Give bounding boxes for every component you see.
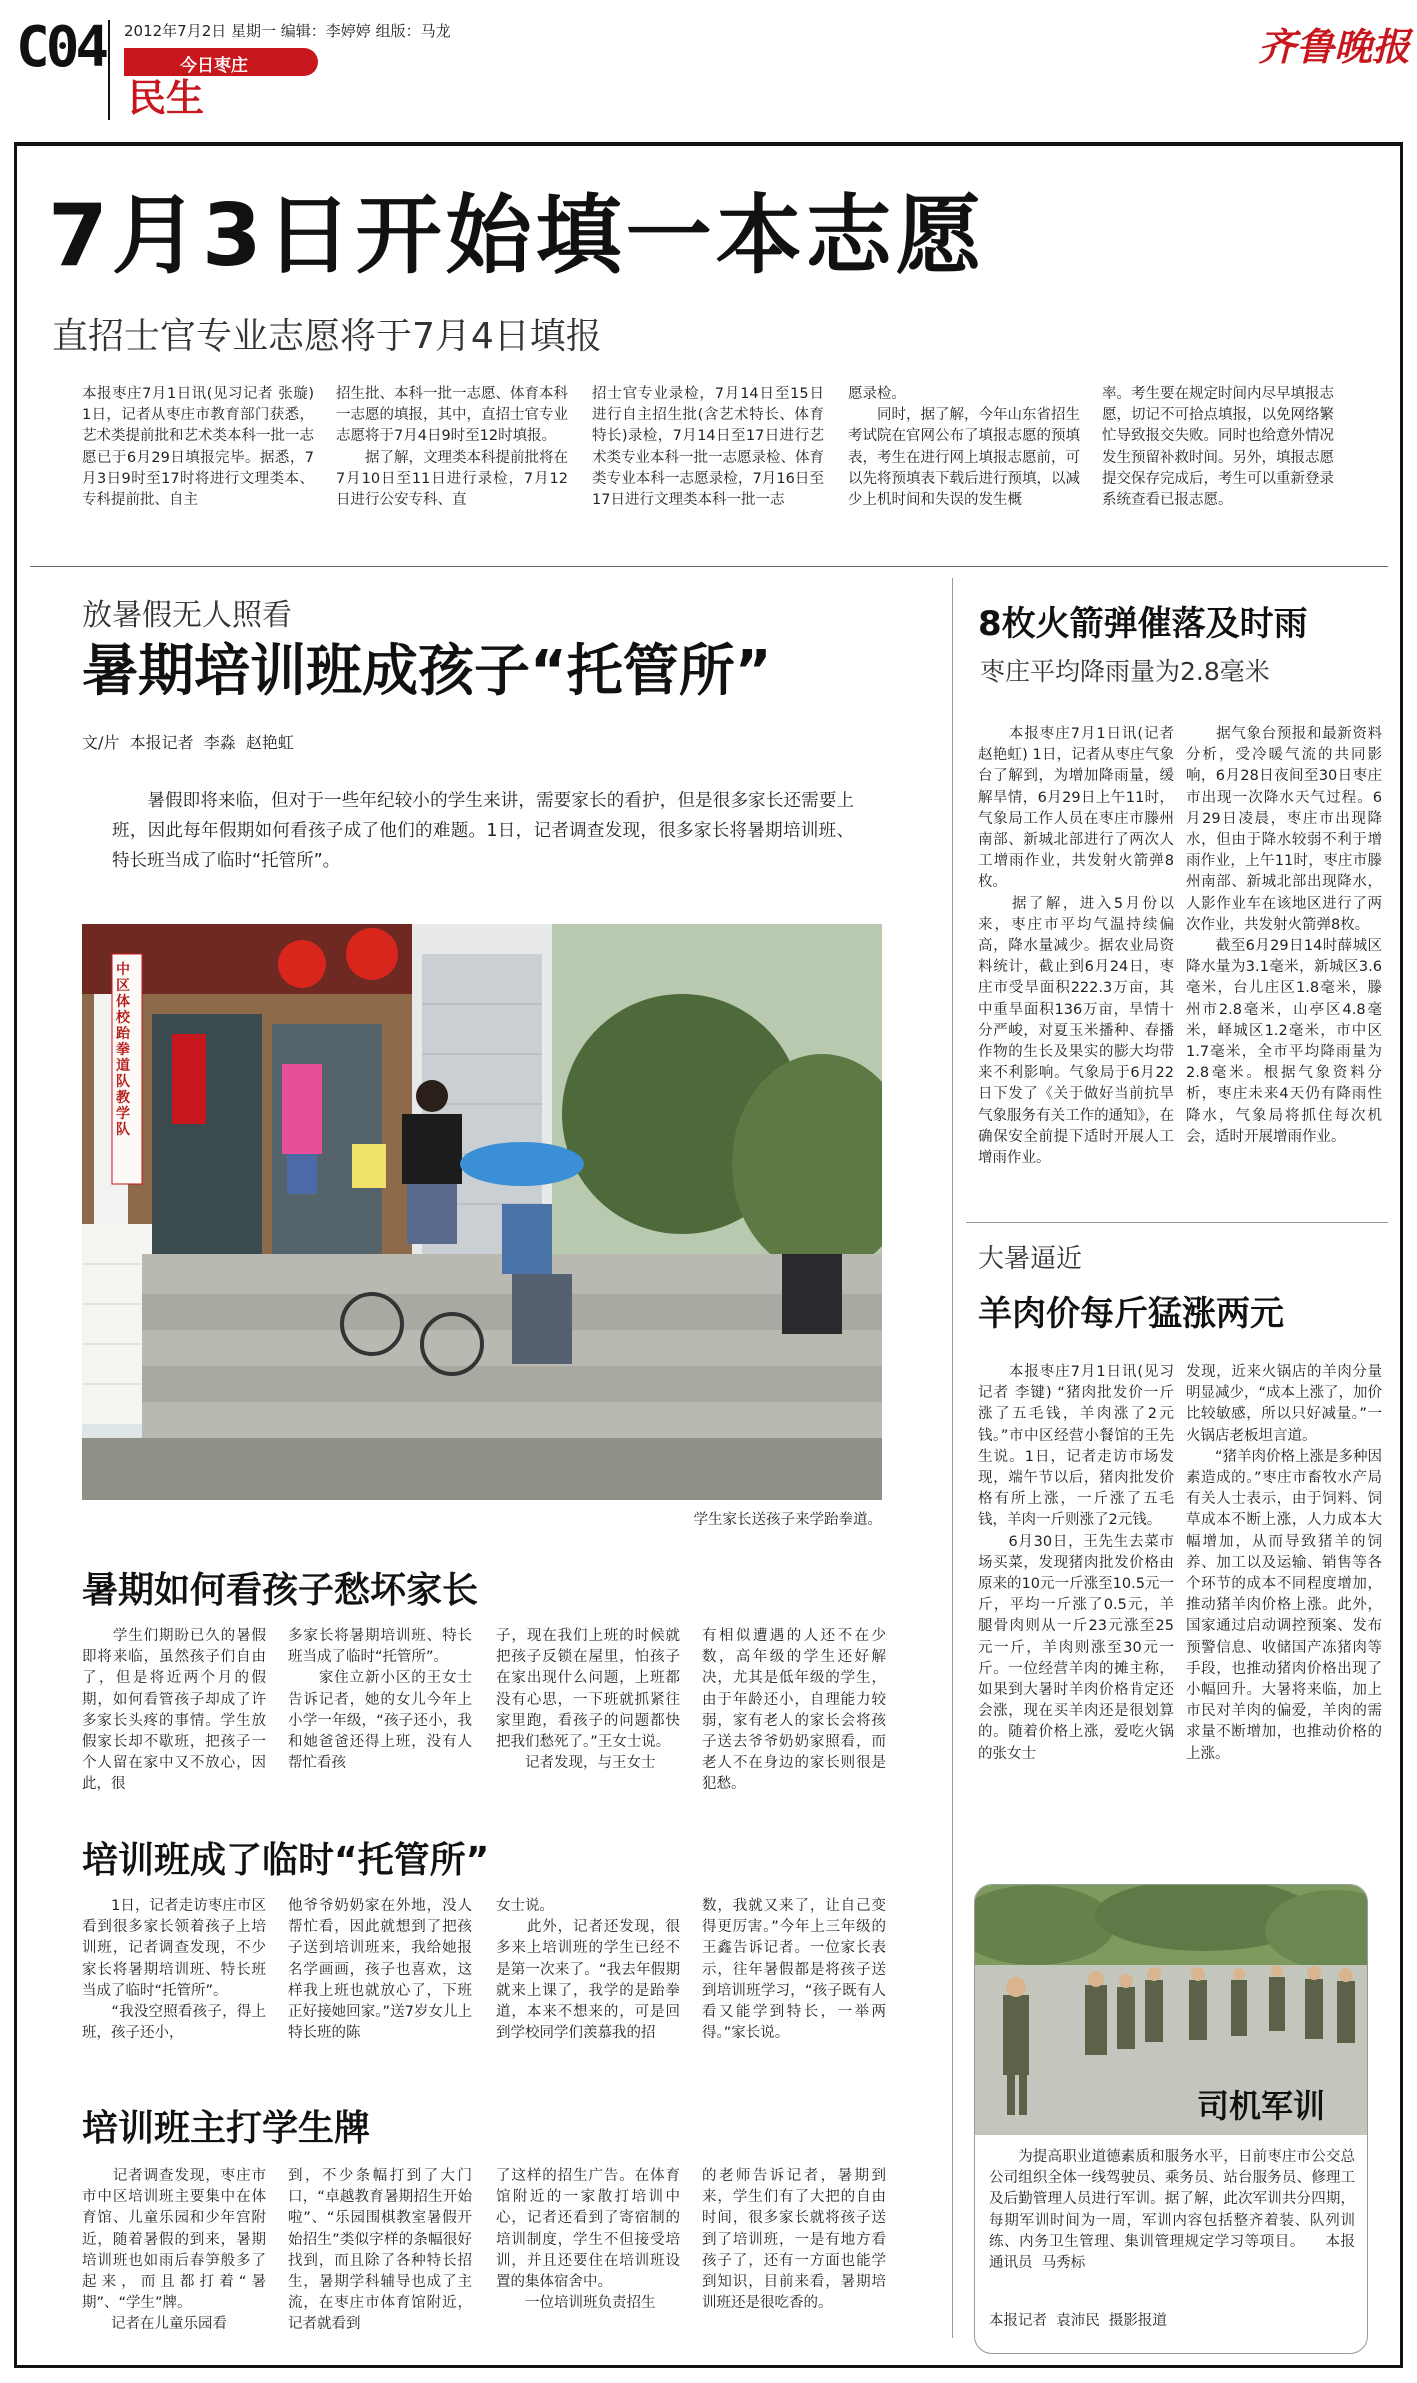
page-number: C04 xyxy=(16,15,106,80)
rocket-subtitle: 枣庄平均降雨量为2.8毫米 xyxy=(980,657,1270,686)
photo-signboard: 中区体校跆拳道队教学队 xyxy=(116,962,130,1138)
lead-title: 7月3日开始填一本志愿 xyxy=(48,186,986,286)
photo-caption: 学生家长送孩子来学跆拳道。 xyxy=(693,1512,882,1528)
sec2-col-1: 1日，记者走访枣庄市区看到很多家长领着孩子上培训班，记者调查发现，不少家长将暑期培训班、特长班当成了临时“托管所”。 “我没空照看孩子，得上班，孩子还小， xyxy=(82,1898,266,2042)
masthead-divider xyxy=(108,20,110,120)
newspaper-logo: 齐鲁晚报 xyxy=(1258,24,1411,69)
training-sec1-heading: 暑期如何看孩子愁坏家长 xyxy=(82,1570,479,1611)
mutton-title: 羊肉价每斤猛涨两元 xyxy=(978,1294,1284,1334)
lead-col-1: 本报枣庄7月1日讯(见习记者 张璇) 1日，记者从枣庄市教育部门获悉，艺术类提前批和艺术类本科一批一志愿已于6月29日填报完毕。据悉，7月3日9时至17时将进行文理类本、专科提前批、自主 xyxy=(82,386,314,509)
section-tab-label: 今日枣庄 xyxy=(180,56,248,76)
sec1-col-1: 学生们期盼已久的暑假即将来临，虽然孩子们自由了，但是将近两个月的假期，如何看管孩子却成了许多家长头疼的事情。学生放假家长却不歇班，把孩子一个人留在家中又不放心，因此，很 xyxy=(82,1628,266,1793)
training-kicker: 放暑假无人照看 xyxy=(82,598,292,633)
sec2-col-3: 女士说。 此外，记者还发现，很多来上培训班的学生已经不是第一次来了。“我去年假期就来上课了，我学的是跆拳道，本来不想来的，可是回到学校同学们羡慕我的招 xyxy=(496,1898,680,2042)
lead-col-4: 愿录检。 同时，据了解，今年山东省招生考试院在官网公布了填报志愿的预填表，考生在进行网上填报志愿前，可以先将预填表下载后进行预填，以减少上机时间和失误的发生概 xyxy=(848,386,1080,509)
military-text: 为提高职业道德素质和服务水平，日前枣庄市公交总公司组织全体一线驾驶员、乘务员、站台服务员、修理工及后勤管理人员进行军训。据了解，此次军训共分四期，每期军训时间为一周，军训内容包括整齐着装、队列训练、内务卫生管理、集训管理规定学习等项目。 本报通讯员 马秀标 xyxy=(989,2149,1355,2272)
section-name: 民生 xyxy=(128,76,205,120)
mutton-kicker: 大暑逼近 xyxy=(978,1244,1083,1274)
rocket-col-2: 据气象台预报和最新资料分析，受冷暖气流的共同影响，6月28日夜间至30日枣庄市出现一次降水天气过程。6月29日凌晨，枣庄市出现降水，但由于降水较弱不利于增雨作业，上午11时，枣庄市滕州南部、新城北部出现降水，人影作业车在该地区进行了两次作业，共发射火箭弹8枚。 截至6月29日14时薛城区降水量为3.1毫米，新城区3.6毫米，台儿庄区1.8毫米，滕州市2.8毫米，山亭区4.8毫米，峄城区1.2毫米，市中区1.7毫米，全市平均降雨量为2.8毫米。根据气象资料分析，枣庄未来4天仍有降雨性降水，气象局将抓住每次机会，适时开展增雨作业。 xyxy=(1186,726,1382,1145)
sec3-col-1: 记者调查发现，枣庄市市中区培训班主要集中在体育馆、儿童乐园和少年宫附近，随着暑假的到来，暑期培训班也如雨后春笋般多了起来，而且都打着“暑期”、“学生”牌。 记者在儿童乐园看 xyxy=(82,2168,266,2333)
training-sec3-heading: 培训班主打学生牌 xyxy=(82,2108,371,2149)
lead-divider xyxy=(30,566,1388,567)
lead-subtitle: 直招士官专业志愿将于7月4日填报 xyxy=(52,316,602,357)
training-intro: 暑假即将来临，但对于一些年纪较小的学生来讲，需要家长的看护，但是很多家长还需要上班，因此每年假期如何看孩子成了他们的难题。1日，记者调查发现，很多家长将暑期培训班、特长班当成了临时“托管所”。 xyxy=(112,791,854,871)
sec1-col-2: 多家长将暑期培训班、特长班当成了临时“托管所”。 家住立新小区的王女士告诉记者，她的女儿今年上小学一年级，“孩子还小，我和她爸爸还得上班，没有人帮忙看孩 xyxy=(288,1628,472,1772)
section-tab xyxy=(124,48,318,76)
sec1-col-3: 子，现在我们上班的时候就把孩子反锁在屋里，怕孩子在家出现什么问题，上班都没有心思，一下班就抓紧往家里跑，看孩子的问题都快把我们愁死了。”王女士说。 记者发现，与王女士 xyxy=(496,1628,680,1772)
sec2-col-4: 数，我就又来了，让自己变得更厉害。”今年上三年级的王鑫告诉记者。一位家长表示，往年暑假都是将孩子送到培训班学习，“孩子既有人看又能学到特长，一举两得。”家长说。 xyxy=(702,1898,886,2042)
training-title: 暑期培训班成孩子“托管所” xyxy=(82,639,772,704)
mutton-col-2: 发现，近来火锅店的羊肉分量明显减少，“成本上涨了，加价比较敏感，所以只好减量。”一火锅店老板坦言道。 “猪羊肉价格上涨是多种因素造成的。”枣庄市畜牧水产局有关人士表示，由于饲料、饲草成本不断上涨，人力成本大幅增加，从而导致猪羊的饲养、加工以及运输、销售等各个环节的成本不同程度增加，推动猪羊肉价格上涨。此外，国家通过启动调控预案、发布预警信息、收储国产冻猪肉等手段，也推动猪肉价格出现了小幅回升。大暑将来临，加上市民对羊肉的偏爱，羊肉的需求量不断增加，也推动价格的上涨。 xyxy=(1186,1364,1382,1762)
sec3-col-2: 到，不少条幅打到了大门口，“卓越教育暑期招生开始啦”、“乐园围棋教室暑假开始招生”类似字样的条幅很好找到，而且除了各种特长招生，暑期学科辅导也成了主流，在枣庄市体育馆附近，记者就看到 xyxy=(288,2168,472,2333)
sec3-col-4: 的老师告诉记者，暑期到来，学生们有了大把的自由时间，很多家长就将孩子送到了培训班，一是有地方看孩子了，还有一方面也能学到知识，目前来看，暑期培训班还是很吃香的。 xyxy=(702,2168,886,2312)
military-photo-label: 司机军训 xyxy=(1197,2087,1326,2125)
sec1-col-4: 有相似遭遇的人还不在少数，高年级的学生还好解决，尤其是低年级的学生，由于年龄还小，自理能力较弱，家有老人的家长会将孩子送去爷爷奶奶家照看，而老人不在身边的家长则很是犯愁。 xyxy=(702,1628,886,1793)
sec2-col-2: 他爷爷奶奶家在外地，没人帮忙看，因此就想到了把孩子送到培训班来，我给她报名学画画，孩子也喜欢，这样我上班也就放心了，下班正好接她回家。”送7岁女儿上特长班的陈 xyxy=(288,1898,472,2042)
training-byline: 文/片 本报记者 李淼 赵艳虹 xyxy=(82,733,294,752)
military-photo-box xyxy=(974,1884,1368,2354)
mutton-col-1: 本报枣庄7月1日讯(见习记者 李键) “猪肉批发价一斤涨了五毛钱，羊肉涨了2元钱。”市中区经营小餐馆的王先生说。1日，记者走访市场发现，端午节以后，猪肉批发价格有所上涨，一斤涨了五毛钱，羊肉一斤则涨了2元钱。 6月30日，王先生去菜市场买菜，发现猪肉批发价格由原来的10元一斤涨至10.5元一斤，平均一斤涨了0.5元，羊腿骨肉则从一斤23元涨至25元一斤，羊肉则涨至30元一斤。一位经营羊肉的摊主称，如果到大暑时羊肉价格肯定还会涨，现在买羊肉还是很划算的。随着价格上涨，爱吃火锅的张女士 xyxy=(978,1364,1174,1762)
military-byline: 本报记者 袁沛民 摄影报道 xyxy=(989,2313,1167,2329)
column-divider xyxy=(952,578,953,2338)
sec3-col-3: 了这样的招生广告。在体育馆附近的一家散打培训中心，记者还看到了寄宿制的培训制度，学生不但接受培训，并且还要住在培训班设置的集体宿舍中。 一位培训班负责招生 xyxy=(496,2168,680,2312)
lead-col-3: 招士官专业录检，7月14日至15日进行自主招生批(含艺术特长、体育特长)录检，7月14日至17日进行艺术类专业本科一批一志愿录检、体育类专业本科一志愿录检，7月16日至17日进行文理类本科一批一志 xyxy=(592,386,824,509)
rocket-divider xyxy=(966,1222,1388,1223)
lead-col-2: 招生批、本科一批一志愿、体育本科一志愿的填报，其中，直招士官专业志愿将于7月4日9时至12时填报。 据了解，文理类本科提前批将在7月10日至11日进行录检，7月12日进行公安专科、直 xyxy=(336,386,568,509)
date-info: 2012年7月2日 星期一 编辑：李婷婷 组版：马龙 xyxy=(124,22,451,40)
lead-col-5: 率。考生要在规定时间内尽早填报志愿，切记不可拾点填报，以免网络繁忙导致报交失败。同时也给意外情况发生预留补救时间。另外，填报志愿提交保存完成后，考生可以重新登录系统查看已报志愿。 xyxy=(1102,386,1334,509)
training-photo xyxy=(82,924,882,1500)
rocket-col-1: 本报枣庄7月1日讯(记者 赵艳虹) 1日，记者从枣庄气象台了解到，为增加降雨量，缓解旱情，6月29日上午11时，气象局工作人员在枣庄市滕州南部、新城北部进行了两次人工增雨作业，共发射火箭弹8枚。 据了解，进入5月份以来，枣庄市平均气温持续偏高，降水量减少。据农业局资料统计，截止到6月24日，枣庄市受旱面积222.3万亩，其中重旱面积136万亩，旱情十分严峻，对夏玉米播种、春播作物的生长及果实的膨大均带来不利影响。气象局于6月22日下发了《关于做好当前抗旱气象服务有关工作的通知》，在确保安全前提下适时开展人工增雨作业。 xyxy=(978,726,1174,1167)
training-sec2-heading: 培训班成了临时“托管所” xyxy=(82,1840,490,1881)
masthead xyxy=(0,0,1417,140)
taekwondo-school-photo xyxy=(82,924,882,1500)
rocket-title: 8枚火箭弹催落及时雨 xyxy=(978,604,1308,644)
